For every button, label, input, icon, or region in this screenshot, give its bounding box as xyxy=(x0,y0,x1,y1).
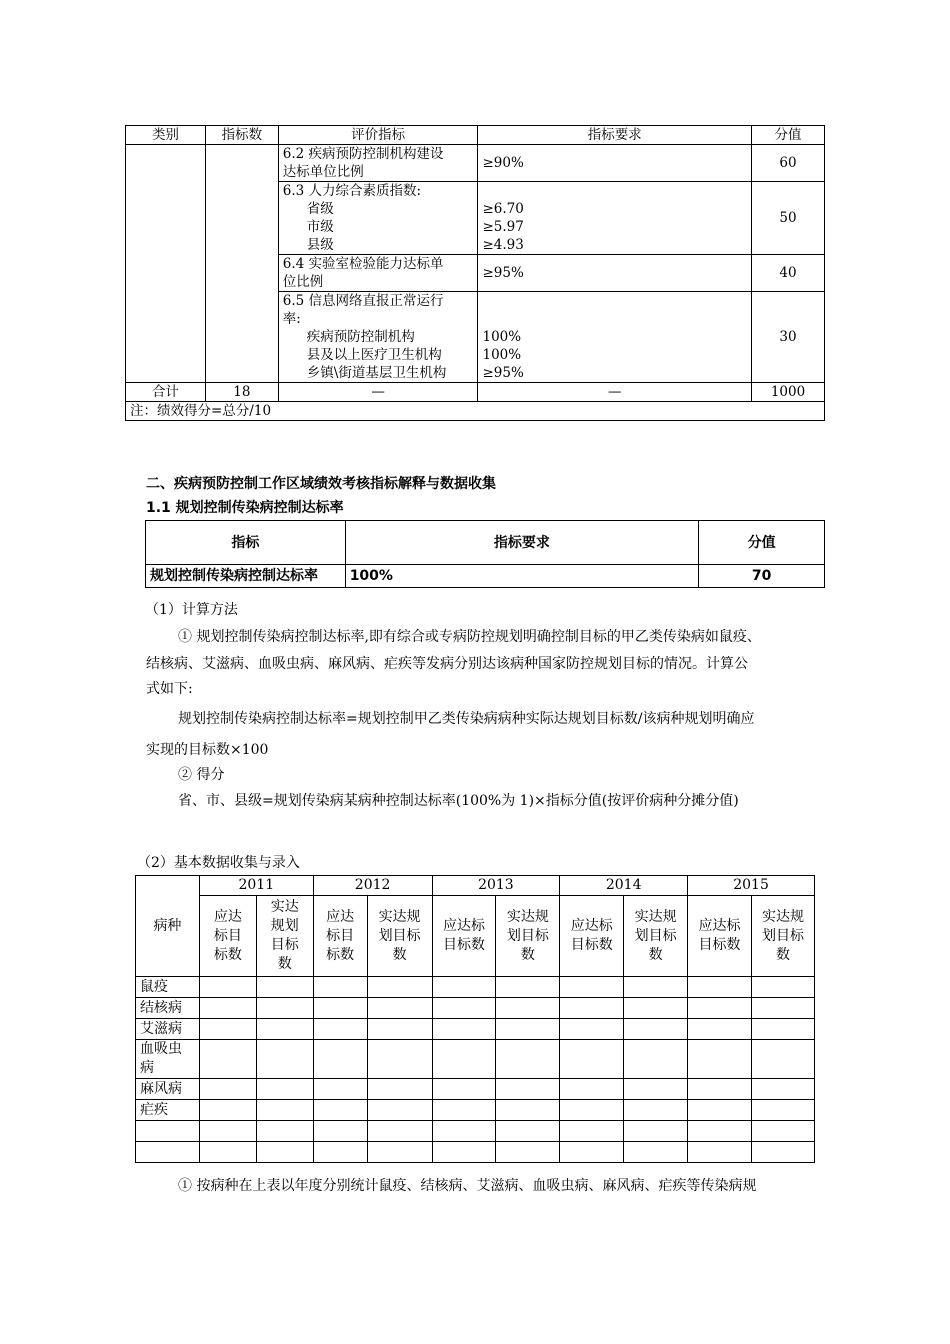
data-cell[interactable] xyxy=(432,998,496,1019)
disease-name: 结核病 xyxy=(136,998,200,1019)
data-cell[interactable] xyxy=(367,1079,432,1100)
table-note: 注：绩效得分=总分/10 xyxy=(126,402,825,421)
data-cell[interactable] xyxy=(751,1079,814,1100)
data-cell[interactable] xyxy=(256,1040,313,1079)
data-cell[interactable] xyxy=(688,1121,752,1142)
data-cell[interactable] xyxy=(432,1019,496,1040)
data-cell[interactable] xyxy=(624,1019,688,1040)
indicator-table-header xyxy=(126,126,825,145)
data-cell[interactable] xyxy=(688,977,752,998)
requirement-cell: ≥95% xyxy=(478,255,752,292)
total-indicator: — xyxy=(278,383,478,402)
data-cell[interactable] xyxy=(367,977,432,998)
score-text: 省、市、县级=规划传染病某病种控制达标率(100%为 1)×指标分值(按评价病种分摊分值) xyxy=(178,793,739,809)
disease-name: 血吸虫 病 xyxy=(136,1040,200,1079)
data-cell[interactable] xyxy=(560,1100,624,1121)
data-cell[interactable] xyxy=(496,998,560,1019)
sub-header-target: 应达标 目标数 xyxy=(560,896,624,977)
table-row xyxy=(136,1121,815,1142)
table-row xyxy=(126,145,825,182)
data-cell[interactable] xyxy=(624,977,688,998)
indicator-table xyxy=(125,125,825,421)
data-cell[interactable] xyxy=(624,1121,688,1142)
data-cell[interactable] xyxy=(199,1121,256,1142)
disease-name xyxy=(136,1121,200,1142)
data-cell[interactable] xyxy=(199,1040,256,1079)
data-cell[interactable] xyxy=(367,1142,432,1163)
data-cell[interactable] xyxy=(624,1142,688,1163)
total-requirement: — xyxy=(478,383,752,402)
data-cell[interactable] xyxy=(624,1079,688,1100)
sub-header-target: 应达 标目 标数 xyxy=(313,896,367,977)
data-collection-table xyxy=(135,875,815,1163)
data-cell[interactable] xyxy=(624,1040,688,1079)
paragraph-line: 式如下: xyxy=(146,681,193,697)
category-cell xyxy=(126,145,206,383)
data-cell[interactable] xyxy=(313,998,367,1019)
data-cell[interactable] xyxy=(256,977,313,998)
data-cell[interactable] xyxy=(432,977,496,998)
data-cell[interactable] xyxy=(624,998,688,1019)
data-cell[interactable] xyxy=(432,1121,496,1142)
score-cell: 30 xyxy=(752,292,825,383)
data-cell[interactable] xyxy=(560,1121,624,1142)
data-cell[interactable] xyxy=(624,1100,688,1121)
data-cell[interactable] xyxy=(313,1121,367,1142)
data-cell[interactable] xyxy=(496,977,560,998)
data-cell[interactable] xyxy=(313,1040,367,1079)
data-cell[interactable] xyxy=(432,1142,496,1163)
data-cell[interactable] xyxy=(256,1142,313,1163)
table-row xyxy=(136,977,815,998)
table-row xyxy=(136,1040,815,1079)
data-cell[interactable] xyxy=(560,1079,624,1100)
requirement-cell: ≥6.70 ≥5.97 ≥4.93 xyxy=(478,182,752,255)
header-indicator: 评价指标 xyxy=(278,126,478,145)
header-requirement: 指标要求 xyxy=(478,126,752,145)
header-count: 指标数 xyxy=(205,126,278,145)
indicator-cell: 6.4 实验室检验能力达标单 位比例 xyxy=(278,255,478,292)
data-cell[interactable] xyxy=(751,1019,814,1040)
formula-line: 实现的目标数×100 xyxy=(146,742,269,758)
bottom-paragraph-line: ① 按病种在上表以年度分别统计鼠疫、结核病、艾滋病、血吸虫病、麻风病、疟疾等传染病规 xyxy=(178,1178,757,1194)
table-row xyxy=(136,1100,815,1121)
paragraph-line: 结核病、艾滋病、血吸虫病、麻风病、疟疾等发病分别达该病种国家防控规划目标的情况。计算公 xyxy=(146,656,748,672)
summary-header-indicator: 指标 xyxy=(146,521,346,565)
data-cell[interactable] xyxy=(256,998,313,1019)
data-cell[interactable] xyxy=(199,1079,256,1100)
indicator-cell: 6.5 信息网络直报正常运行 率: 疾病预防控制机构 县及以上医疗卫生机构 乡镇\街道基层卫生机构 xyxy=(278,292,478,383)
total-label: 合计 xyxy=(126,383,206,402)
indicator-cell: 6.3 人力综合素质指数: 省级 市级 县级 xyxy=(278,182,478,255)
year-header: 2011 xyxy=(199,876,313,896)
data-cell[interactable] xyxy=(560,1142,624,1163)
data-cell[interactable] xyxy=(256,1121,313,1142)
data-cell[interactable] xyxy=(560,998,624,1019)
data-cell[interactable] xyxy=(367,1019,432,1040)
header-score: 分值 xyxy=(752,126,825,145)
summary-score: 70 xyxy=(699,565,825,588)
sub-header-actual: 实达规 划目标 数 xyxy=(367,896,432,977)
score-cell: 60 xyxy=(752,145,825,182)
data-cell[interactable] xyxy=(199,1142,256,1163)
total-score: 1000 xyxy=(752,383,825,402)
sub-header-target: 应达标 目标数 xyxy=(432,896,496,977)
sub-header-actual: 实达 规划 目标 数 xyxy=(256,896,313,977)
data-cell[interactable] xyxy=(496,1019,560,1040)
data-cell[interactable] xyxy=(751,977,814,998)
table-row xyxy=(136,1142,815,1163)
sub-header-target: 应达 标目 标数 xyxy=(199,896,256,977)
disease-name: 麻风病 xyxy=(136,1079,200,1100)
data-cell[interactable] xyxy=(313,1142,367,1163)
year-header: 2013 xyxy=(432,876,560,896)
disease-name: 疟疾 xyxy=(136,1100,200,1121)
year-header-row xyxy=(136,876,815,896)
subsection-title: 1.1 规划控制传染病控制达标率 xyxy=(146,500,344,516)
note-row xyxy=(126,402,825,421)
disease-name xyxy=(136,1142,200,1163)
header-category: 类别 xyxy=(126,126,206,145)
data-cell[interactable] xyxy=(496,1121,560,1142)
summary-row xyxy=(146,565,825,588)
requirement-cell: ≥90% xyxy=(478,145,752,182)
table-row xyxy=(136,998,815,1019)
data-cell[interactable] xyxy=(688,1142,752,1163)
sub-header-actual: 实达规 划目标 数 xyxy=(751,896,814,977)
data-cell[interactable] xyxy=(496,1142,560,1163)
disease-header: 病种 xyxy=(136,876,200,977)
indicator-cell: 6.2 疾病预防控制机构建设 达标单位比例 xyxy=(278,145,478,182)
count-cell xyxy=(205,145,278,383)
data-cell[interactable] xyxy=(199,1019,256,1040)
indicator-summary-table xyxy=(145,520,825,588)
sub-header-row xyxy=(136,896,815,977)
data-collection-body xyxy=(136,977,815,1163)
summary-requirement: 100% xyxy=(345,565,698,588)
section-title: 二、疾病预防控制工作区域绩效考核指标解释与数据收集 xyxy=(146,476,496,492)
data-cell[interactable] xyxy=(751,1100,814,1121)
data-cell[interactable] xyxy=(367,1100,432,1121)
sub-header-actual: 实达规 划目标 数 xyxy=(496,896,560,977)
year-header: 2012 xyxy=(313,876,432,896)
table-row xyxy=(136,1019,815,1040)
data-cell[interactable] xyxy=(751,998,814,1019)
data-cell[interactable] xyxy=(313,1100,367,1121)
score-title: ② 得分 xyxy=(178,767,225,783)
data-cell[interactable] xyxy=(751,1040,814,1079)
data-cell[interactable] xyxy=(496,1100,560,1121)
data-cell[interactable] xyxy=(367,1040,432,1079)
data-cell[interactable] xyxy=(199,1100,256,1121)
data-cell[interactable] xyxy=(688,1079,752,1100)
total-row xyxy=(126,383,825,402)
data-cell[interactable] xyxy=(256,1019,313,1040)
data-cell[interactable] xyxy=(199,977,256,998)
formula-line: 规划控制传染病控制达标率=规划控制甲乙类传染病病种实际达规划目标数/该病种规划明确应 xyxy=(178,711,755,727)
data-cell[interactable] xyxy=(256,1079,313,1100)
data-cell[interactable] xyxy=(432,1040,496,1079)
data-cell[interactable] xyxy=(367,1121,432,1142)
summary-header-score: 分值 xyxy=(699,521,825,565)
summary-header-requirement: 指标要求 xyxy=(345,521,698,565)
data-cell[interactable] xyxy=(496,1040,560,1079)
paragraph-line: ① 规划控制传染病控制达标率,即有综合或专病防控规划明确控制目标的甲乙类传染病如鼠疫、 xyxy=(178,629,761,645)
data-cell[interactable] xyxy=(199,998,256,1019)
disease-name: 艾滋病 xyxy=(136,1019,200,1040)
data-cell[interactable] xyxy=(313,977,367,998)
data-cell[interactable] xyxy=(688,1019,752,1040)
data-cell[interactable] xyxy=(560,1040,624,1079)
sub-header-actual: 实达规 划目标 数 xyxy=(624,896,688,977)
data-cell[interactable] xyxy=(367,998,432,1019)
data-cell[interactable] xyxy=(560,977,624,998)
data-cell[interactable] xyxy=(313,1019,367,1040)
data-cell[interactable] xyxy=(560,1019,624,1040)
calc-method-title: （1）计算方法 xyxy=(145,602,238,618)
requirement-cell: 100% 100% ≥95% xyxy=(478,292,752,383)
total-count: 18 xyxy=(205,383,278,402)
data-cell[interactable] xyxy=(688,1100,752,1121)
data-cell[interactable] xyxy=(432,1100,496,1121)
data-cell[interactable] xyxy=(751,1142,814,1163)
year-header: 2015 xyxy=(688,876,815,896)
data-cell[interactable] xyxy=(496,1079,560,1100)
data-cell[interactable] xyxy=(751,1121,814,1142)
data-collection-title: （2）基本数据收集与录入 xyxy=(137,855,300,871)
data-cell[interactable] xyxy=(432,1079,496,1100)
data-cell[interactable] xyxy=(688,998,752,1019)
year-header: 2014 xyxy=(560,876,688,896)
data-cell[interactable] xyxy=(256,1100,313,1121)
score-cell: 40 xyxy=(752,255,825,292)
table-row xyxy=(136,1079,815,1100)
disease-name: 鼠疫 xyxy=(136,977,200,998)
sub-header-target: 应达标 目标数 xyxy=(688,896,752,977)
summary-indicator: 规划控制传染病控制达标率 xyxy=(146,565,346,588)
score-cell: 50 xyxy=(752,182,825,255)
data-cell[interactable] xyxy=(313,1079,367,1100)
data-cell[interactable] xyxy=(688,1040,752,1079)
summary-header xyxy=(146,521,825,565)
